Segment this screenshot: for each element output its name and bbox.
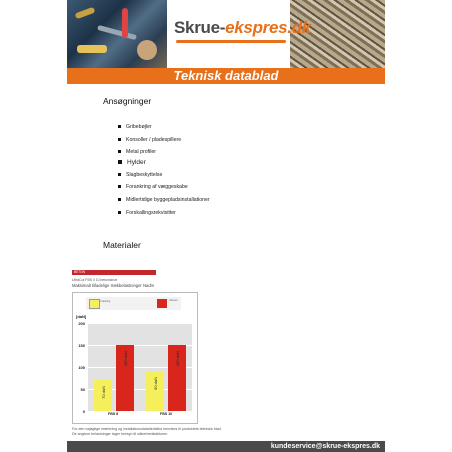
application-item: Forankring af væggeskabe	[118, 184, 188, 190]
x-category-label: FBS 10	[160, 412, 173, 416]
x-category-label: FBS 8	[108, 412, 119, 416]
bullet-icon	[118, 125, 121, 128]
chart-gridline	[88, 323, 192, 324]
application-item: Gribebøjler	[118, 124, 152, 130]
y-tick-label: 100	[78, 364, 85, 370]
legend-label-red: Uknown	[169, 299, 178, 302]
chart-unit-label: [daN]	[76, 314, 87, 319]
chart-bar-value-label: 70 daN	[100, 386, 106, 400]
legend-swatch-yellow	[89, 299, 100, 309]
logo-main-text: Skrue-	[174, 18, 226, 37]
application-item: Slagbeskyttelse	[118, 172, 162, 178]
chart-bar-value-label: 90 daN	[152, 377, 158, 391]
y-tick-label: 200	[78, 320, 85, 326]
application-item: Metal profiler	[118, 149, 156, 155]
bullet-icon	[118, 198, 121, 201]
y-tick-label: 50	[80, 386, 85, 392]
footnote-line1: For den nøjagtige mærkning og installationsdataiteristika henvises til produktets tekniske blad.	[72, 427, 222, 431]
logo-accent-text: ekspres.dk	[225, 18, 311, 37]
bullet-icon	[118, 150, 121, 153]
chart-bar-value-label: 150 daN	[174, 351, 180, 367]
applications-heading: Ansøgninger	[103, 96, 152, 106]
bullet-icon	[118, 185, 121, 188]
figure-caption-title: Maksimalt tilladelige trækbelastninger Nadm	[72, 283, 155, 288]
header-photo-tools	[67, 0, 167, 70]
logo-swoosh	[176, 40, 286, 43]
bullet-icon	[118, 160, 122, 164]
application-item: Hylder	[118, 159, 146, 166]
application-item: Forskallingsrekvisitter	[118, 210, 176, 216]
bullet-icon	[118, 138, 121, 141]
document-title: Teknisk datablad	[173, 68, 279, 83]
bullet-icon	[118, 211, 121, 214]
legend-swatch-red	[157, 299, 167, 308]
application-item: Midlertidige byggepladsinstallationer	[118, 197, 210, 203]
figure-tag-label: BETON	[74, 270, 85, 274]
materials-heading: Materialer	[103, 240, 141, 250]
application-item: Konsoller / pladespillere	[118, 137, 181, 143]
footnote-line2: De angivne belastninger tager hensyn til sikkerhedsfaktoren.	[72, 432, 169, 436]
chart-bar-value-label: 150 daN	[122, 351, 128, 367]
figure-caption-product: UltraCut FBS II 10 betonskrue	[72, 278, 118, 282]
y-tick-label: 150	[78, 342, 85, 348]
chart-gridline	[88, 411, 192, 412]
y-tick-label: 0	[82, 408, 85, 414]
bullet-icon	[118, 173, 121, 176]
legend-label-yellow: Cracking	[100, 300, 111, 303]
footer-email-link[interactable]: kundeservice@skrue-ekspres.dk	[270, 443, 380, 450]
brand-logo[interactable]	[174, 18, 311, 38]
